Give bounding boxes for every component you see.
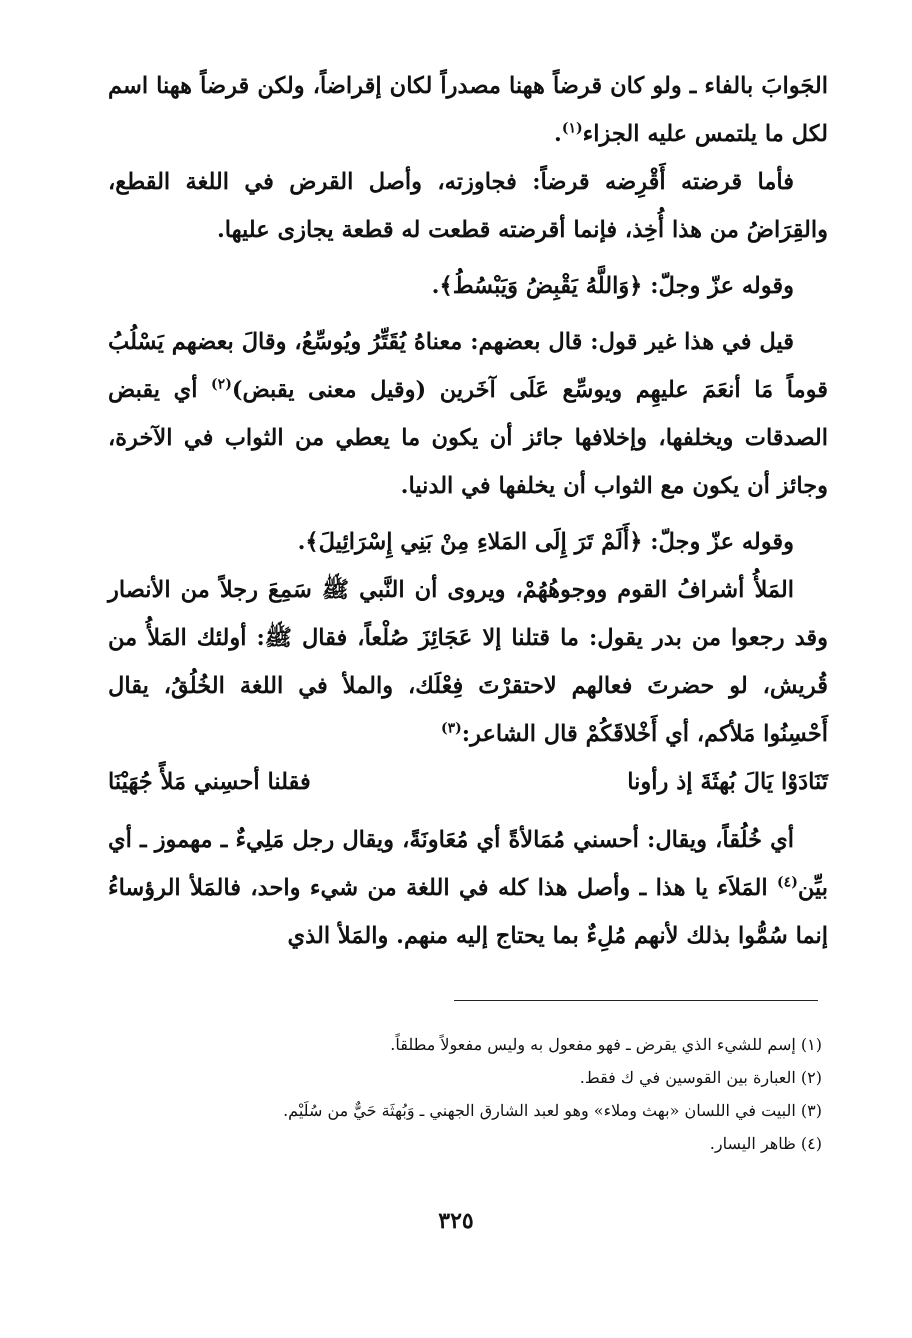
paragraph-5: أي خُلُقاً، ويقال: أحسني مُمَالأةً أي مُعَاونَةً، ويقال رجل مَلِيءٌ ـ مهموز ـ أي بيِّن$^{(٤)}$ المَلاَء يا هذا ـ وأصل هذا كله في اللغة من شيء واحد، فالمَلأ الرؤساءُ إنما سُمُّوا بذلك لأنهم مُلِءٌ بما يحتاج إليه منهم. والمَلأ الذي <box>108 827 828 949</box>
footnote-1: (١) إسم للشيء الذي يقرض ـ فهو مفعول به وليس مفعولاً مطلقاً. <box>390 1035 822 1054</box>
footnote-ref-1: (١) <box>561 120 583 137</box>
poetry-verse <box>108 758 828 806</box>
footnote-ref-4: (٤) <box>777 874 798 891</box>
footnote-3: (٣) البيت في اللسان «بهث وملاء» وهو لعبد الشارق الجهني ـ وَبُهثَة حَيٌّ من سُلَيْم. <box>283 1101 822 1120</box>
footnote-2: (٢) العبارة بين القوسين في ك فقط. <box>579 1068 822 1087</box>
paragraph-3: قيل في هذا غير قول: قال بعضهم: معناهُ يُقَتِّرُ ويُوسِّعُ، وقالَ بعضهم يَسْلُبُ قوماً مَا أنعَمَ عليهِم ويوسِّع عَلَى آخَرين (وقيل معنى يقبض)$^{(٢)}$ أي يقبض الصدقات ويخلفها، وإخلافها جائز أن يكون ما يعطي من الثواب في الآخرة، وجائز أن يكون مع الثواب أن يخلفها في الدنيا. <box>108 329 829 499</box>
footnote-4: (٤) ظاهر اليسار. <box>709 1134 822 1153</box>
main-text <box>108 62 828 968</box>
footnote-separator <box>454 1000 818 1001</box>
paragraph-4: المَلأُ أشرافُ القوم ووجوهُهُمْ، ويروى أن النَّبي ﷺ سَمِعَ رجلاً من الأنصار وقد رجعوا من بدر يقول: ما قتلنا إلا عَجَائِزَ صُلْعاً، فقال ﷺ: أولئك المَلأُ من قُريش، لو حضرتَ فعالهم لاحتقرْتَ فِعْلَك، والملأ في اللغة الخُلُقُ، يقال أَحْسِنُوا مَلأكم، أي أَخْلاقَكُمْ قال الشاعر:$^{(٣)}$ <box>108 577 828 747</box>
verse-first-hemistich: تَنَادَوْا يَالَ بُهثَةَ إذ رأونا <box>627 769 828 795</box>
footnote-ref-2: (٢) <box>211 376 232 393</box>
paragraph-1: الجَوابَ بالفاء ـ ولو كان قرضاً ههنا مصدراً لكان إقراضاً، ولكن قرضاً ههنا اسم لكل ما يلتمس عليه الجزاء$^{(١)}$. <box>108 73 828 147</box>
verse-second-hemistich: فقلنا أحسِني مَلأً جُهَيْنَا <box>108 769 311 795</box>
footnotes <box>108 1028 822 1160</box>
page-number: ٣٢٥ <box>438 1208 474 1234</box>
quran-quote-1: وقوله عزّ وجلّ: ﴿وَاللَّهُ يَقْبِضُ وَيَبْسُطُ﴾. <box>431 273 794 299</box>
paragraph-2: فأما قرضته أَقْرِضه قرضاً: فجاوزته، وأصل القرض في اللغة القطع، والقِرَاضُ من هذا أُخِذ، فإنما أقرضته قطعت له قطعة يجازى عليها. <box>108 169 828 243</box>
quran-quote-2: وقوله عزّ وجلّ: ﴿أَلَمْ تَرَ إِلَى المَلاءِ مِنْ بَنِي إِسْرَائِيلَ﴾. <box>297 529 794 555</box>
footnote-ref-3: (٣) <box>440 720 462 737</box>
